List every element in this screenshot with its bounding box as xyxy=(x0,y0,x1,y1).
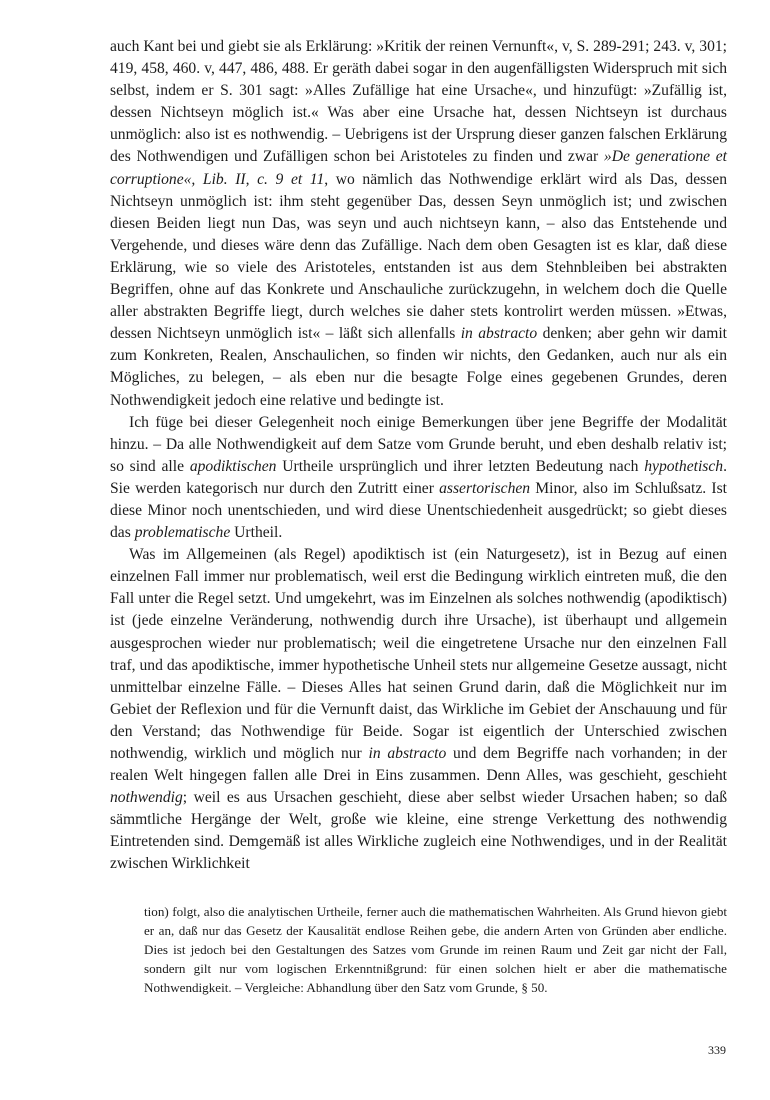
text-segment: auch Kant bei und giebt sie als Erklärung: »Kritik der reinen Vernunft«, v, S. 289-291; 243. v, 301; 419, 458, 460. v, 447, 486, 488. Er geräth dabei sogar in den augenfälligsten Widerspruch mit sich selbst, indem er S. 301 sagt: »Alles Zufällige hat eine Ursache«, und hinzufügt: »Zufällig ist, dessen Nichtseyn möglich ist.« Was aber eine Ursache hat, dessen Nichtseyn ist durchaus unmöglich: also ist es nothwendig. – Uebrigens ist der Ursprung dieser ganzen falschen Erklärung des Nothwendigen und Zufälligen schon bei Aristoteles zu finden und zwar xyxy=(110,38,727,166)
italic-segment: in abstracto xyxy=(368,745,447,762)
paragraph-2 xyxy=(110,412,727,545)
text-segment: Ich füge bei dieser Gelegenheit noch einige Bemerkungen über jene Begriffe der Modalität hinzu. – Da alle Nothwendigkeit auf dem Satze vom Grunde beruht, und eben deshalb relativ ist; so sind alle xyxy=(110,413,727,475)
text-segment: . Sie werden kategorisch nur durch den Zutritt einer xyxy=(110,457,727,497)
italic-segment: problematische xyxy=(134,524,231,542)
main-text-block xyxy=(110,36,727,876)
text-segment: denken; aber gehn wir damit zum Konkreten, Realen, Anschaulichen, so finden wir nichts, den Gedanken, auch nur als ein Mögliches, zu belegen, – als eben nur die besagte Folge eines gegebenen Grundes, deren Nothwendigkeit jedoch eine relative und bedingte ist. xyxy=(110,325,727,409)
text-segment: Minor, also im Schlußsatz. Ist diese Minor noch unentschieden, und wird diese Unentschiedenheit ausgedrückt; so giebt dieses das xyxy=(110,479,727,542)
italic-segment: apodiktischen xyxy=(189,457,277,475)
text-segment: Urtheil. xyxy=(230,524,283,542)
italic-segment: assertorischen xyxy=(439,479,531,497)
italic-segment: »De generatione et corruptione«, Lib. II, c. 9 et 11 xyxy=(110,148,727,188)
italic-segment: hypothetisch xyxy=(644,457,724,475)
text-segment: , wo nämlich das Nothwendige erklärt wird als Das, dessen Nichtseyn unmöglich ist: ihm steht gegenüber Das, dessen Seyn unmöglich ist; und zwischen diesen Beiden liegt nun Das, was seyn und auch nichtseyn kann, – also das Entstehende und Vergehende, und dieses wäre denn das Zufällige. Nach dem oben Gesagten ist es klar, daß diese Erklärung, wie so viele des Aristoteles, entstanden ist aus dem Stehnbleiben bei abstrakten Begriffen, ohne auf das Konkrete und Anschauliche zurückzugehn, in welchem doch die Quelle aller abstrakten Begriffe liegt, durch welches sie daher stets kontrolirt werden müssen. »Etwas, dessen Nichtseyn unmöglich ist« – läßt sich allenfalls xyxy=(110,170,727,343)
text-segment: Urtheile ursprünglich und ihrer letzten Bedeutung nach xyxy=(276,457,645,475)
text-segment: und dem Begriffe nach vorhanden; in der realen Welt hingegen fallen alle Drei in Eins zusammen. Denn Alles, was geschieht, geschieht xyxy=(110,745,727,785)
paragraph-1 xyxy=(110,36,727,412)
italic-segment: nothwendig xyxy=(110,789,183,807)
paragraph-3 xyxy=(110,544,727,875)
text-segment: Was im Allgemeinen (als Regel) apodiktisch ist (ein Naturgesetz), ist in Bezug auf einen einzelnen Fall immer nur problematisch, weil erst die Bedingung wirklich eintreten muß, die den Fall unter die Regel setzt. Und umgekehrt, was im Einzelnen als solches nothwendig (apodiktisch) ist (jede einzelne Veränderung, nothwendig durch ihre Ursache), ist überhaupt und allgemein ausgesprochen wieder nur problematisch; weil die eingetretene Ursache nur den einzelnen Fall traf, und das apodiktische, immer hypothetische Unheil stets nur allgemeine Gesetze aussagt, nicht unmittelbar einzelne Fälle. – Dieses Alles hat seinen Grund darin, daß die Möglichkeit nur im Gebiet der Reflexion und für die Vernunft daist, das Wirkliche im Gebiet der Anschauung und für den Verstand; das Nothwendige für Beide. Sogar ist eigentlich der Unterschied zwischen nothwendig, wirklich und möglich nur xyxy=(110,546,727,762)
page-number: 339 xyxy=(708,1043,726,1057)
footnote: tion) folgt, also die analytischen Urtheile, ferner auch die mathematischen Wahrheiten. Als Grund hievon giebt er an, daß nur das Gesetz der Kausalität endlose Reihen gebe, die andern Arten von Gründen aber endliche. Dies ist jedoch bei den Gestaltungen des Satzes vom Grunde im reinen Raum und Zeit gar nicht der Fall, sondern gilt nur vom logischen Erkenntnißgrund: für einen solchen hielt er aber die mathematische Nothwendigkeit. – Vergleiche: Abhandlung über den Satz vom Grunde, § 50. xyxy=(144,904,727,995)
text-segment: ; weil es aus Ursachen geschieht, diese aber selbst wieder Ursachen haben; so daß sämmtliche Hergänge der Welt, große wie kleine, eine strenge Verkettung des nothwendig Eintretenden sind. Demgemäß ist alles Wirkliche zugleich eine Nothwendiges, und in der Realität zwischen Wirklichkeit xyxy=(110,789,727,873)
italic-segment: in abstracto xyxy=(460,325,538,343)
